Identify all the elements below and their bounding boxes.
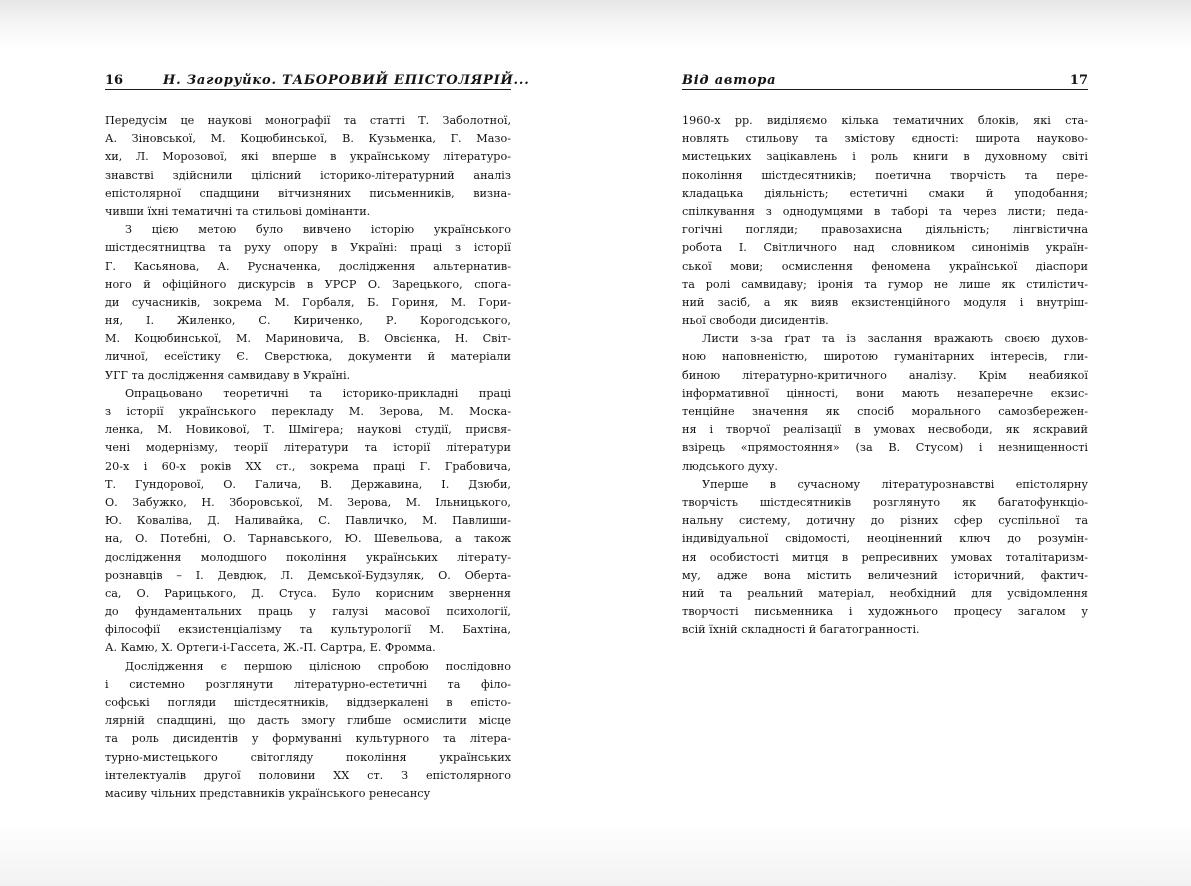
text-line: новлять стильову та змістову єдності: широта науково-: [682, 132, 1088, 146]
text-line: інформативної цінності, вони мають незаперечне екзис-: [682, 386, 1088, 400]
text-line: Уперше в сучасному літературознавстві епістолярну: [702, 477, 1088, 491]
right-running-title: Від автора: [682, 73, 777, 88]
text-line: епістолярної спадщини вітчизняних письменників, визна-: [105, 186, 511, 200]
text-line: та ролі самвидаву; іронія та гумор не лише як стилістич-: [682, 277, 1088, 291]
text-line: ний засіб, а як вияв екзистенційного модуля і внутріш-: [682, 295, 1088, 309]
text-line: ди сучасників, зокрема М. Горбаля, Б. Гориня, М. Гори-: [105, 295, 511, 309]
text-line: ської мови; осмислення феномена української діаспори: [682, 259, 1088, 273]
text-line: дослідження молодшого покоління українських літерату-: [105, 550, 511, 564]
text-line: ний та реальний матеріал, необхідний для усвідомлення: [682, 586, 1088, 600]
text-line: личної, есеїстику Є. Сверстюка, документи й матеріали: [105, 350, 511, 364]
text-line: індивідуальної свідомості, неоціненний ключ до розумін-: [682, 532, 1088, 546]
text-line: З цією метою було вивчено історію українського: [125, 223, 511, 237]
text-line: УГГ та дослідження самвидаву в Україні.: [105, 368, 351, 382]
text-line: Т. Гундорової, О. Галича, В. Державина, І. Дзюби,: [105, 477, 511, 491]
right-running-head: [682, 72, 1088, 90]
text-line: лярній спадщині, що дасть змогу глибше осмислити місце: [105, 714, 511, 728]
text-line: і системно розглянути літературно-естетичні та філо-: [105, 677, 511, 691]
text-line: ною наповненістю, широтою гуманітарних інтересів, гли-: [682, 350, 1088, 364]
text-line: творчість шістдесятників розглянуто як багатофункціо-: [682, 495, 1088, 509]
text-line: з історії українського перекладу М. Зерова, М. Москa-: [105, 405, 511, 418]
text-line: мистецьких зацікавлень і роль книги в духовному світі: [682, 150, 1088, 164]
text-line: хи, Л. Морозової, які вперше в українському літературо-: [105, 150, 511, 164]
right-page-number: 17: [1069, 73, 1088, 88]
left-paragraph: [105, 385, 511, 658]
right-page-body: [682, 112, 1088, 639]
text-line: всій їхній складності й багатогранності.: [682, 623, 920, 637]
text-line: шістдесятництва та руху опору в Україні: праці з історії: [105, 241, 511, 255]
text-line: турно-мистецького світогляду покоління українських: [105, 750, 511, 764]
text-line: взірець «прямостояння» (за В. Стусом) і незнищенності: [682, 441, 1088, 455]
right-paragraph: [682, 476, 1088, 640]
text-line: ленка, М. Новикової, Т. Шмігера; наукові студії, присвя-: [105, 423, 511, 437]
text-line: на, О. Потебні, О. Тарнавського, Ю. Шевельова, а також: [105, 532, 511, 546]
text-line: покоління шістдесятників; поетична творчість та пере-: [682, 168, 1088, 182]
text-line: масиву чільних представників українського ренесансу: [105, 786, 431, 800]
text-line: спілкування з однодумцями в таборі та через листи; педа-: [682, 204, 1088, 218]
text-line: Ю. Коваліва, Д. Наливайка, С. Павличко, М. Павлиши-: [105, 514, 511, 528]
text-line: гогічні погляди; правозахисна діяльність; лінгвістична: [682, 223, 1088, 237]
text-line: нальну систему, дотичну до різних сфер суспільної та: [682, 514, 1088, 528]
text-line: чені модернізму, теорії літератури та історії літератури: [105, 441, 511, 455]
text-line: А. Зіновської, М. Коцюбинської, В. Кузьменка, Г. Мазо-: [105, 132, 511, 146]
text-line: Г. Касьянова, А. Русначенка, дослідження альтернатив-: [105, 259, 511, 273]
text-line: Передусім це наукові монографії та статті Т. Заболотної,: [105, 114, 511, 127]
text-line: та роль дисидентів у формуванні культурного та літера-: [105, 732, 511, 746]
text-line: ня особистості митця в репресивних умовах тоталітаризм-: [682, 550, 1088, 564]
text-line: М. Коцюбинської, М. Мариновича, В. Овсієнка, Н. Світ-: [105, 332, 511, 346]
text-line: творчості письменника і художнього процесу загалом у: [682, 605, 1088, 619]
text-line: ня і творчої реалізації в умовах несвободи, як яскравий: [682, 423, 1088, 437]
text-line: ного й офіційного дискурсів в УРСР О. Зарецького, спога-: [105, 277, 511, 291]
text-line: кладацька діяльність; естетичні смаки й уподобання;: [682, 186, 1088, 200]
text-line: О. Забужко, Н. Зборовської, М. Зерова, М. Ільницького,: [105, 495, 511, 509]
right-page: [682, 72, 1088, 639]
text-line: Опрацьовано теоретичні та історико-прикладні праці: [125, 386, 511, 400]
text-line: до фундаментальних праць у галузі масової психології,: [105, 605, 511, 619]
text-line: са, О. Рарицького, Д. Стуса. Було корисним звернення: [105, 586, 511, 600]
text-line: ня, І. Жиленко, С. Кириченко, Р. Корогодського,: [105, 314, 511, 328]
left-page-number: 16: [105, 73, 124, 88]
text-line: робота І. Світличного над словником синонімів україн-: [682, 241, 1088, 255]
text-line: 20-х і 60-х років ХХ ст., зокрема праці Г. Грабовича,: [105, 459, 511, 473]
text-line: рознавців – І. Девдюк, Л. Демської-Будзуляк, О. Оберта-: [105, 568, 511, 582]
left-running-head: [105, 72, 530, 90]
text-line: Дослідження є першою цілісною спробою послідовно: [125, 659, 511, 673]
text-line: биною літературно-критичного аналізу. Крім неабиякої: [682, 368, 1088, 382]
text-line: людського духу.: [682, 459, 778, 473]
text-line: чивши їхні тематичні та стильові домінанти.: [105, 204, 371, 218]
text-line: філософії екзистенціалізму та культурології М. Бахтіна,: [105, 623, 511, 637]
left-page-body: [105, 112, 511, 803]
left-paragraph: [105, 658, 511, 804]
right-paragraph: [682, 112, 1088, 330]
text-line: тенційне значення як спосіб морального самозбережен-: [682, 405, 1088, 418]
left-running-title: Н. Загоруйко. ТАБОРОВИЙ ЕПІСТОЛЯРІЙ...: [163, 73, 530, 88]
text-line: софські погляди шістдесятників, віддзеркалені в епісто-: [105, 696, 511, 709]
left-paragraph: [105, 112, 511, 221]
text-line: 1960-х рр. виділяємо кілька тематичних блоків, які ста-: [682, 114, 1088, 127]
text-line: ньої свободи дисидентів.: [682, 314, 829, 328]
left-page: [105, 72, 530, 803]
text-line: Листи з-за ґрат та із заслання вражають своєю духов-: [702, 332, 1088, 346]
text-line: А. Камю, Х. Ортеги-і-Гассета, Ж.-П. Сартра, Е. Фромма.: [105, 641, 436, 655]
text-line: знавстві здійснили цілісний історико-літературний аналіз: [105, 168, 511, 182]
right-paragraph: [682, 330, 1088, 476]
left-paragraph: [105, 221, 511, 385]
text-line: інтелектуалів другої половини ХХ ст. З епістолярного: [105, 768, 511, 782]
text-line: му, адже вона містить величезний історичний, фактич-: [682, 568, 1088, 582]
